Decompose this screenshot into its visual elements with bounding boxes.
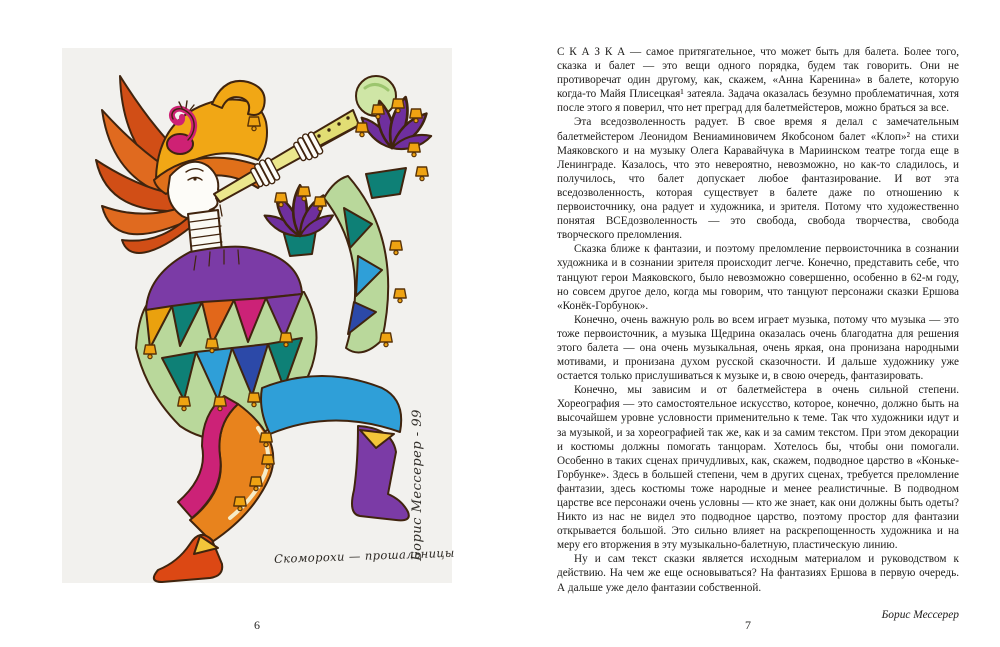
page-number-right: 7: [745, 618, 751, 632]
paragraph-1: [557, 45, 959, 115]
paragraph-6: Ну и сам текст сказки является исходным материалом и руководством к действию. На чем же еще основываться? На фантазиях Ершова в первую очередь. А дальше уже дело фантазии собственной.: [557, 553, 959, 594]
author-attribution: Борис Мессерер: [881, 608, 959, 621]
right-leg: [261, 376, 409, 520]
lead-word: С К А З К А: [557, 46, 626, 58]
essay-text: [557, 45, 959, 622]
illustration-plate: [62, 48, 455, 583]
paragraph-1-text: — самое притягательное, что может быть для балета. Более того, сказка и балет — это вещи одного порядка, будем так говорить. Они не противоречат один другому, как, скажем, «Анна Каренина» в балете, которую когда-то Майя Плисецкая¹ затеяла. Задача оказалась безумно проблематичная, хотя после этого я поверил, что нет преград для балетмейстеров, можно браться за все.: [557, 46, 959, 115]
paragraph-2: Эта вседозволенность радует. В свое время я делал с замечательным балетмейстером Леонидом Вениаминовичем Якобсоном балет «Клоп»² на стихи Маяковского и на музыку Олега Каравайчука в Мариинском театре тогда еще в Ленинграде. Казалось, что это невероятно, невозможно, но как-то сладилось, и получилось, что балет допускает любое фантазирование. И вот эта вседозволенность, которая существует в балете даже по отношению к первоисточнику, она радует и художника, и зрителя. Потому что художественно понятая ВСЕдозволенность — это свобода, свобода творчества, свобода творческого преломления.: [557, 116, 959, 242]
jester-artwork: [62, 48, 455, 583]
artist-signature-vertical: Борис Мессерер - 99: [410, 409, 425, 561]
page-number-left: 6: [254, 618, 260, 632]
paragraph-3: Сказка ближе к фантазии, и поэтому преломление первоисточника в сознании художника и в сознании зрителя происходит легче. Конечно, представить себе, что танцуют герои Маяковского, было невозможно совершенно, особенно в 62-м году, но совсем другое дело, когда мы говорим, что танцуют персонажи сказки Ершова «Конёк-Горбунок».: [557, 243, 959, 312]
plate-caption-handwritten: Скоморохи — прошальницы: [273, 545, 455, 566]
arm-band: [324, 176, 388, 353]
paragraph-5: Конечно, мы зависим и от балетмейстера в очень сильной степени. Хореография — это самостоятельное искусство, которое, конечно, должно быть на высочайшем уровне условности применительно к теме. Так что художники идут и за музыкой, и за хореографией так же, как и за самим текстом. При этом декорации и костюмы должны помогать танцорам. Хотелось бы, чтобы они помогали. Особенно в таких сценах причудливых, как, скажем, подводное царство в «Коньке-Горбунке». Здесь в большей степени, чем в других сценах, требуется преломление фантазии, здесь костюмы тоже народные и менее реалистичные. В подводном царстве все персонажи очень условны — кто же знает, как они должны быть одеты? Никто из нас не видел это подводное царство, поэтому простор для фантазии открывается большой. Это сильно влияет на раскрепощенность художника и на меру его вторжения в эту музыкально-балетную, пластическую линию.: [557, 384, 959, 552]
paragraph-4: Конечно, очень важную роль во всем играет музыка, потому что музыка — это тоже первоисточник, а музыка Щедрина оказалась очень благодатна для решения этого балета — она очень музыкальная, очень яркая, она пронизана народными мотивами, и пронизана духом русской сказочности. И дальше художнику уже остается только прислушиваться к музыке и, в свою очередь, фантазировать.: [557, 313, 959, 383]
